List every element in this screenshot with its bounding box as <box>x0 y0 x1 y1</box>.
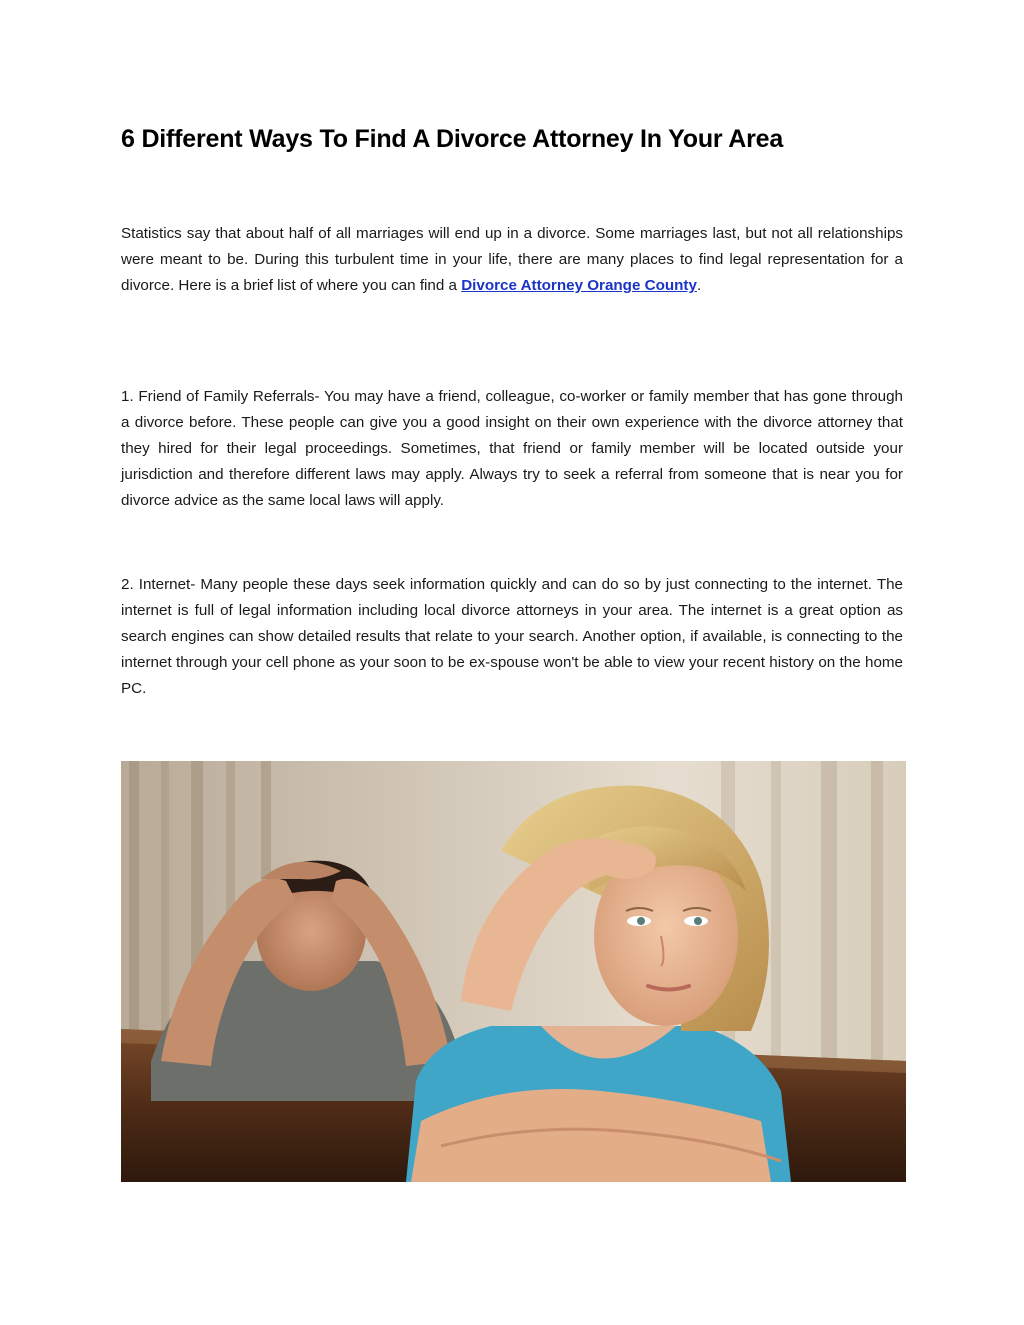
page-title: 6 Different Ways To Find A Divorce Attorney In Your Area <box>121 125 784 153</box>
intro-paragraph <box>121 221 903 299</box>
divorce-attorney-link[interactable]: Divorce Attorney Orange County <box>461 277 697 294</box>
section-friend-referrals: 1. Friend of Family Referrals- You may have a friend, colleague, co-worker or family member that has gone through a divorce before. These people can give you a good insight on their own experience with the divorce attorney that they hired for their legal proceedings. Sometimes, that friend or family member will be located outside your jurisdiction and therefore different laws may apply. Always try to seek a referral from someone that is near you for divorce advice as the same local laws will apply. <box>121 388 903 509</box>
couple-photo <box>121 761 906 1182</box>
section-internet: 2. Internet- Many people these days seek information quickly and can do so by just connecting to the internet. The internet is full of legal information including local divorce attorneys in your area. The internet is a great option as search engines can show detailed results that relate to your search. Another option, if available, is connecting to the internet through your cell phone as your soon to be ex-spouse won't be able to view your recent history on the home PC. <box>121 576 903 697</box>
intro-text: Statistics say that about half of all marriages will end up in a divorce. Some marriages last, but not all relationships were meant to be. During this turbulent time in your life, there are many places to find legal representation for a divorce. Here is a brief list of where you can find a <box>121 225 903 294</box>
intro-text-end: . <box>696 277 702 294</box>
